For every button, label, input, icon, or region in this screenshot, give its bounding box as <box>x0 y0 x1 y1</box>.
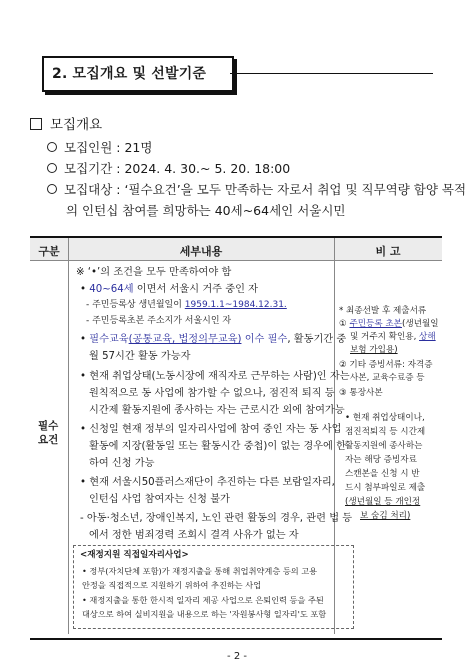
note-docs-item2-cont: 사본, 교육수료증 등 <box>350 373 425 383</box>
bullet-govjob-line3: 하여 신청 가능 <box>89 458 155 469</box>
note-docs-item1-cont: 및 거주지 확인용, 상해 <box>350 332 436 342</box>
resident-registration-abstract: 주민등록 초본 <box>349 319 402 329</box>
bullet-employment-line1: • 현재 취업상태(노동시장에 재직자로 근무하는 사람)인 자는 <box>80 371 350 382</box>
note-para-line: 드시 첨부파일로 제출 <box>345 483 426 493</box>
note-para-line: 스캔본을 신청 시 반 <box>345 469 420 479</box>
note-docs-item2: ② 기타 증빙서류: 자격증 <box>339 360 433 370</box>
bullet-criminal-line1: - 아동·청소년, 장애인복지, 노인 관련 활동의 경우, 관련 법 등 <box>80 513 353 524</box>
bullet-govjob-line2: 활동에 지장(활동일 또는 활동시간 중첩)이 없는 경우에 한 <box>89 441 346 452</box>
note-para-line: 점진적퇴직 등 시간제 <box>345 427 426 437</box>
overview-item-target <box>47 180 466 198</box>
circle-bullet-icon <box>47 184 57 194</box>
note-para-line: • 현재 취업상태이나, <box>345 413 425 423</box>
bullet-foundation-line1: • 현재 서울시50플러스재단이 추진하는 다른 보람일자리, <box>80 477 335 488</box>
column-divider <box>68 238 69 634</box>
info-box-line: • 정부(자치단체 포함)가 재정지출을 통해 취업취약계층 등의 고용 <box>82 566 318 576</box>
category-label-line2: 요건 <box>38 434 59 446</box>
section-title: 2. 모집개요 및 선발기준 <box>52 66 207 82</box>
note-docs-item1-cont2: 보험 가입용) <box>350 345 398 355</box>
bullet-foundation-line2: 인턴십 사업 참여자는 신청 불가 <box>89 494 230 505</box>
edu-mandatory: 이수 필수 <box>241 334 288 345</box>
bullet-education: • 필수교육(공통교육, 법정의무교육) 이수 필수, 활동기간 중 <box>80 334 347 345</box>
intro-note: ※ ‘•’의 조건을 모두 만족하여야 함 <box>76 267 232 278</box>
note-docs-title: * 최종선발 후 제출서류 <box>339 306 427 316</box>
insurance-note: 상해 <box>419 332 436 342</box>
age-range: 40~64세 <box>89 284 134 295</box>
header-category: 구분 <box>38 245 60 258</box>
overview-item-target-cont: 의 인턴십 참여를 희망하는 40세~64세인 서울시민 <box>66 203 346 218</box>
sub-address: - 주민등록초본 주소지가 서울시인 자 <box>86 316 232 326</box>
square-bullet-icon <box>30 118 42 130</box>
note-docs-item1: ① 주민등록 초본(생년월일 <box>339 319 439 329</box>
info-box-line: • 재정지출을 통한 한시적 일자리 제공 사업으로 은퇴인력 등을 주된 <box>82 595 324 605</box>
bullet-criminal-line2: 에서 정한 범죄경력 조회시 결격 사유가 없는 자 <box>89 530 299 541</box>
edu-types: (공통교육, 법정의무교육) <box>128 334 242 345</box>
header-detail: 세부내용 <box>179 245 223 258</box>
overview-item-period <box>47 159 290 177</box>
category-label-line1: 필수 <box>38 420 59 432</box>
bullet-education-cont: 월 57시간 활동 가능자 <box>89 351 191 362</box>
section-rule <box>230 73 433 74</box>
bullet-employment-line2: 원칙적으로 동 사업에 참가할 수 없으나, 점진적 퇴직 등 <box>89 388 335 399</box>
edu-required: 필수교육 <box>89 334 129 345</box>
bullet-employment-line3: 시간제 활동지원에 종사하는 자는 근로시간 외에 참여가능 <box>89 405 345 416</box>
overview-item-count <box>47 138 152 156</box>
circle-bullet-icon <box>47 163 57 173</box>
bullet-age: • 40~64세 이면서 서울시 거주 중인 자 <box>80 284 259 295</box>
overview-item-label: 모집인원 : 21명 <box>64 140 153 155</box>
sub-birthdate: - 주민등록상 생년월일이 1959.1.1~1984.12.31. <box>86 300 287 310</box>
note-para-blue: 보 숨김 처리) <box>360 511 411 521</box>
header-note: 비 고 <box>375 245 401 258</box>
note-docs-item3: ③ 통장사본 <box>339 388 383 398</box>
overview-item-label: 모집대상 : ‘필수요건’을 모두 만족하는 자로서 취업 및 직무역량 함양 목적 <box>64 182 467 197</box>
overview-heading <box>30 113 102 133</box>
note-para-line: 자는 해당 증빙자료 <box>345 455 417 465</box>
page-number: - 2 - <box>227 651 247 662</box>
overview-title: 모집개요 <box>50 117 103 133</box>
bullet-govjob-line1: • 신청일 현재 정부의 일자리사업에 참여 중인 자는 동 사업 <box>80 424 342 435</box>
birthdate-range: 1959.1.1~1984.12.31. <box>184 300 287 310</box>
info-box-line: 안정을 직접적으로 지원하기 위하여 추진하는 사업 <box>82 580 262 590</box>
note-para-blue: (생년월일 등 개인정 <box>345 497 421 507</box>
overview-item-label: 모집기간 : 2024. 4. 30.~ 5. 20. 18:00 <box>64 161 291 176</box>
note-para-line: 활동지원에 종사하는 <box>345 441 423 451</box>
info-box-line: 대상으로 하여 실비지원을 내용으로 하는 '자원봉사형 일자리'도 포함 <box>82 609 327 619</box>
info-box-title: <재정지원 직접일자리사업> <box>80 550 189 560</box>
circle-bullet-icon <box>47 142 57 152</box>
